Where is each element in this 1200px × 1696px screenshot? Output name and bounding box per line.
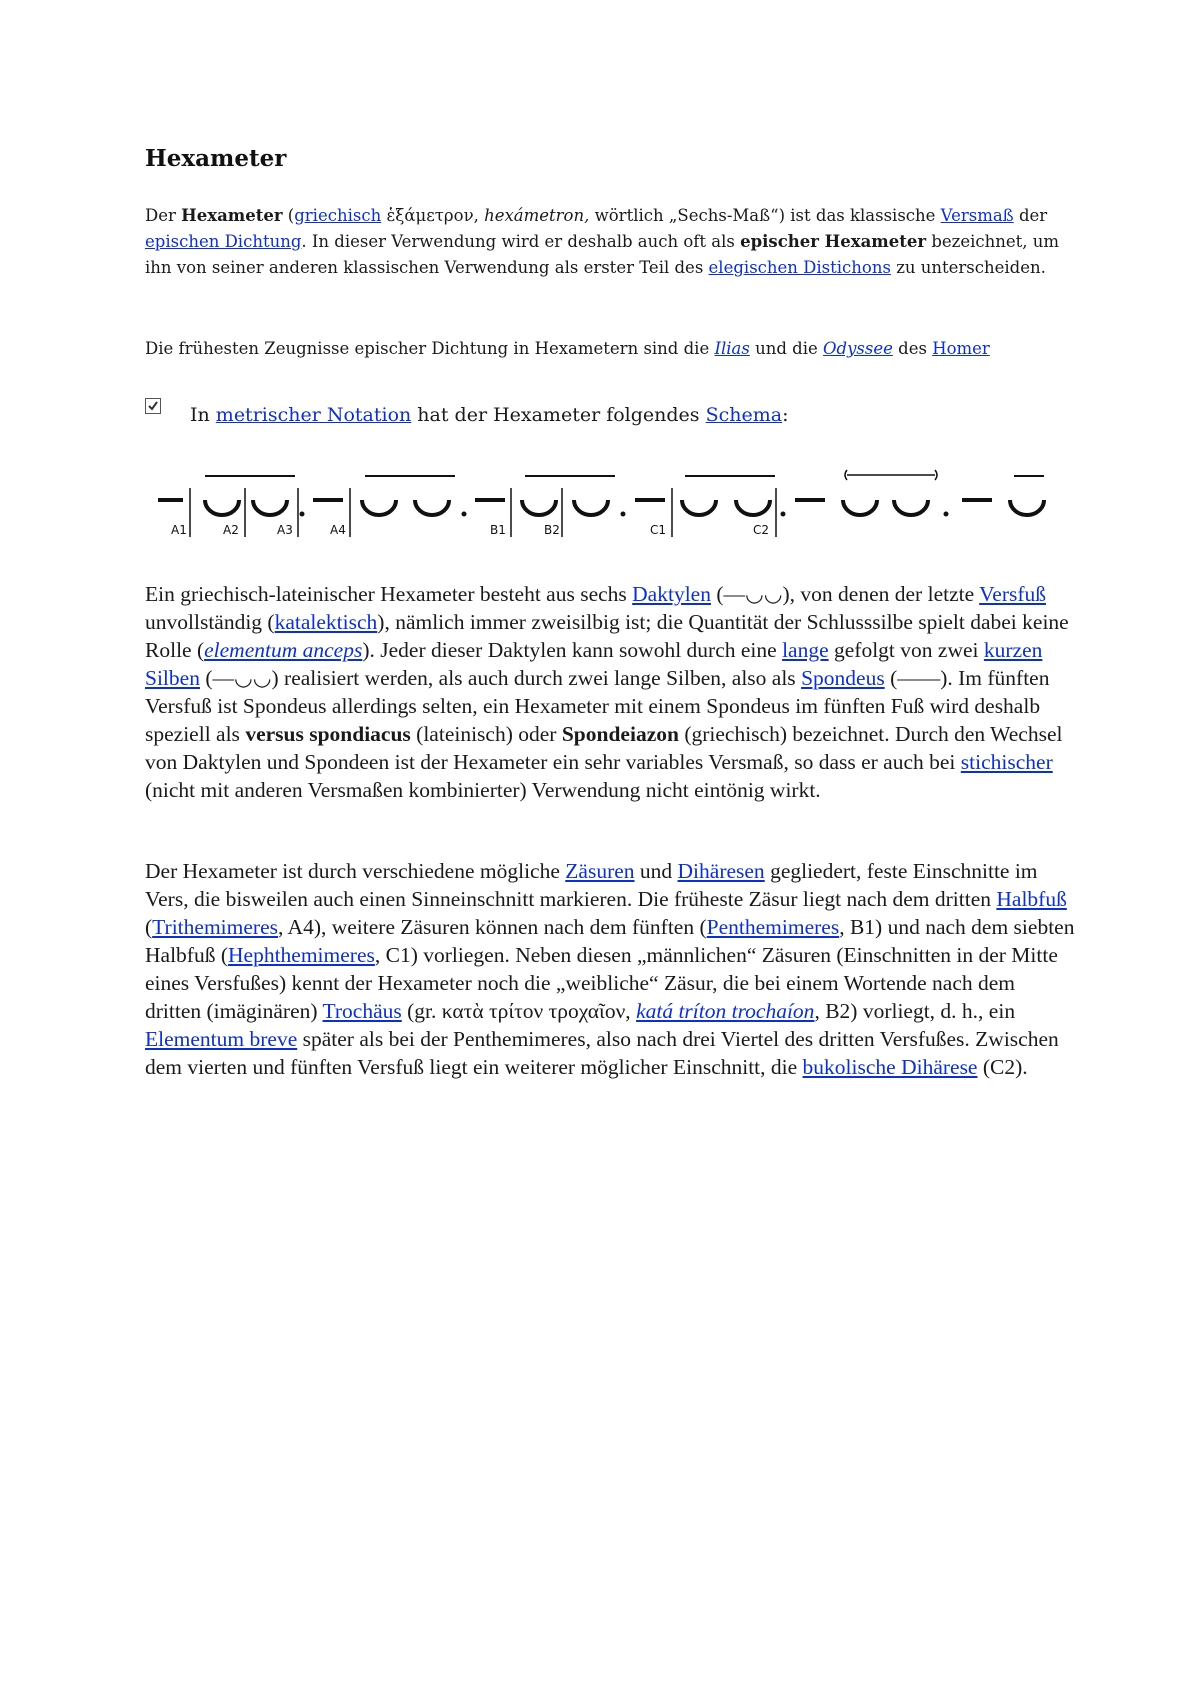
link-kata-triton-trochaion[interactable]: katá tríton trochaíon — [636, 999, 815, 1023]
link-trithemimeres[interactable]: Trithemimeres — [152, 915, 278, 939]
bold-term: versus spondiacus — [245, 722, 411, 746]
text: In — [190, 404, 216, 426]
text: und — [634, 859, 678, 883]
text: (gr. κατὰ τρίτον τροχαῖον, — [401, 999, 637, 1023]
breve — [894, 500, 928, 515]
text: des — [892, 339, 933, 358]
image-placeholder-icon — [145, 398, 161, 414]
foot-dot — [944, 512, 949, 517]
breve — [736, 500, 770, 515]
link-metrische-notation[interactable]: metrischer Notation — [215, 404, 412, 426]
text: gefolgt von zwei — [828, 638, 984, 662]
text: , A4), weitere Zäsuren können nach dem fünften ( — [277, 915, 707, 939]
text: (nicht mit anderen Versmaßen kombinierter) Verwendung nicht eintönig wirkt. — [145, 778, 821, 802]
link-kurzen-silben[interactable]: kurzen Silben — [145, 638, 1043, 690]
breve — [253, 500, 287, 515]
link-hephthemimeres[interactable]: Hephthemimeres — [228, 943, 375, 967]
link-versmass[interactable]: Versmaß — [940, 206, 1014, 225]
text: Die frühesten Zeugnisse epischer Dichtung in Hexametern sind die — [145, 339, 715, 358]
link-trochaeus[interactable]: Trochäus — [322, 999, 402, 1023]
text: gegliedert, feste Einschnitte im Vers, die bisweilen auch einen Sinneinschnitt markieren. Die früheste Zäsur liegt nach dem dritten — [145, 859, 1038, 911]
breve — [682, 500, 716, 515]
text: (C2). — [977, 1055, 1028, 1079]
text: : — [782, 404, 789, 426]
schema-label: C1 — [650, 523, 667, 537]
daktylen-paragraph — [145, 580, 1075, 804]
link-katalektisch[interactable]: katalektisch — [274, 610, 378, 634]
text: bezeichnet, um ihn von seiner anderen klassischen Verwendung als erster Teil des — [145, 232, 1060, 277]
link-griechisch[interactable]: griechisch — [294, 206, 382, 225]
schema-label: C2 — [753, 523, 770, 537]
page-title: Hexameter — [145, 145, 287, 172]
foot-dot — [462, 512, 467, 517]
text: ). Jeder dieser Daktylen kann sowohl durch eine — [362, 638, 783, 662]
text: ( — [145, 915, 153, 939]
text: Ein griechisch-lateinischer Hexameter besteht aus sechs — [145, 582, 633, 606]
text: ( — [282, 206, 295, 225]
text: zu unterscheiden. — [890, 258, 1046, 277]
link-zaesuren[interactable]: Zäsuren — [565, 859, 635, 883]
foot-dot — [300, 512, 305, 517]
link-spondeus[interactable]: Spondeus — [801, 666, 885, 690]
schema-label: A2 — [223, 523, 239, 537]
link-lange[interactable]: lange — [782, 638, 829, 662]
text: hat der Hexameter folgendes — [411, 404, 706, 426]
text: der — [1013, 206, 1048, 225]
text: ἑξάμετρον, — [381, 206, 485, 225]
link-ilias[interactable]: Ilias — [714, 339, 750, 358]
link-daktylen[interactable]: Daktylen — [632, 582, 711, 606]
italic-term: hexámetron, — [484, 206, 590, 225]
text: . In dieser Verwendung wird er deshalb auch oft als — [301, 232, 741, 251]
link-halbfuss[interactable]: Halbfuß — [996, 887, 1067, 911]
breve — [362, 500, 396, 515]
notation-intro — [190, 404, 788, 426]
overbar-paren — [845, 470, 847, 480]
link-elementum-breve[interactable]: Elementum breve — [145, 1027, 298, 1051]
check-mark-icon — [146, 399, 160, 413]
intro-paragraph — [145, 203, 1075, 281]
text: (lateinisch) oder — [410, 722, 562, 746]
link-homer[interactable]: Homer — [932, 339, 990, 358]
text: (—◡◡) realisiert werden, als auch durch zwei lange Silben, also als — [199, 666, 802, 690]
text: , B1) und nach dem siebten Halbfuß ( — [145, 915, 1075, 967]
link-epische-dichtung[interactable]: epischen Dichtung — [145, 232, 302, 251]
text: später als bei der Penthemimeres, also nach drei Viertel des dritten Versfußes. Zwischen dem vierten und fünften Versfuß liegt ein weiterer möglicher Einschnitt, die — [145, 1027, 1059, 1079]
text: unvollständig ( — [145, 610, 275, 634]
text: (——). Im fünften Versfuß ist Spondeus allerdings selten, ein Hexameter mit einem Spondeus im fünften Fuß wird deshalb speziell als — [145, 666, 1050, 746]
text: ), nämlich immer zweisilbig ist; die Quantität der Schlusssilbe spielt dabei keine Rolle ( — [145, 610, 1069, 662]
schema-label: A3 — [277, 523, 293, 537]
link-penthemimeres[interactable]: Penthemimeres — [706, 915, 840, 939]
breve — [843, 500, 877, 515]
hexameter-schema-diagram — [150, 462, 1050, 550]
link-elementum-anceps[interactable]: elementum anceps — [204, 638, 363, 662]
bold-term: epischer Hexameter — [740, 232, 927, 251]
schema-label: A4 — [330, 523, 346, 537]
text: Der — [145, 206, 182, 225]
schema-label: B1 — [490, 523, 506, 537]
zaesuren-paragraph — [145, 857, 1075, 1081]
sources-paragraph — [145, 336, 1075, 362]
schema-label: A1 — [171, 523, 187, 537]
bold-term: Spondeiazon — [561, 722, 679, 746]
breve — [522, 500, 556, 515]
schema-label: B2 — [544, 523, 560, 537]
link-elegisches-distichon[interactable]: elegischen Distichons — [708, 258, 891, 277]
breve — [1010, 500, 1044, 515]
breve — [415, 500, 449, 515]
foot-dot — [781, 512, 786, 517]
text: Der Hexameter ist durch verschiedene mögliche — [145, 859, 566, 883]
link-odyssee[interactable]: Odyssee — [823, 339, 893, 358]
link-stichischer[interactable]: stichischer — [960, 750, 1053, 774]
text: wörtlich „Sechs-Maß“) ist das klassische — [589, 206, 941, 225]
link-versfuss[interactable]: Versfuß — [979, 582, 1047, 606]
text: , C1) vorliegen. Neben diesen „männlichen“ Zäsuren (Einschnitten in der Mitte eines Versfußes) kennt der Hexameter noch die „weibliche“ Zäsur, die bei einem Wortende nach dem dritten (imäginären) — [145, 943, 1058, 1023]
text: und die — [749, 339, 824, 358]
breve — [205, 500, 239, 515]
text: , B2) vorliegt, d. h., ein — [814, 999, 1016, 1023]
link-bukolische-dihaerese[interactable]: bukolische Dihärese — [802, 1055, 978, 1079]
text: (—◡◡), von denen der letzte — [710, 582, 980, 606]
breve — [574, 500, 608, 515]
overbar-paren — [935, 470, 937, 480]
text: (griechisch) bezeichnet. Durch den Wechsel von Daktylen und Spondeen ist der Hexameter ein sehr variables Versmaß, so dass er auch bei — [145, 722, 1063, 774]
link-schema[interactable]: Schema — [705, 404, 783, 426]
link-dihaeresen[interactable]: Dihäresen — [677, 859, 765, 883]
foot-dot — [621, 512, 626, 517]
bold-term: Hexameter — [181, 206, 283, 225]
